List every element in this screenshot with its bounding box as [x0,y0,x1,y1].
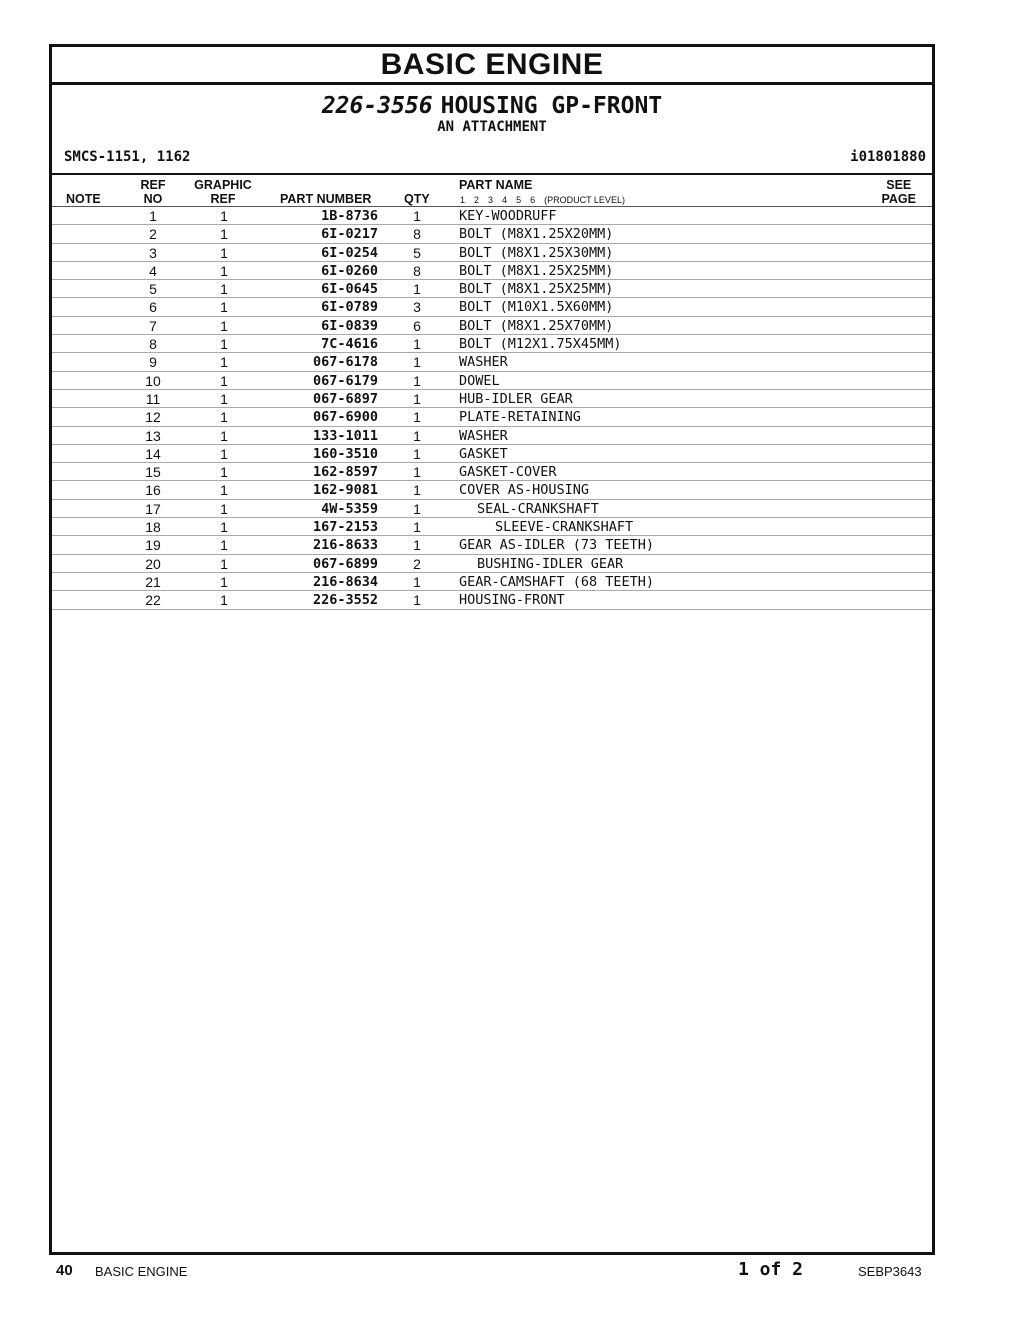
table-row [52,427,932,445]
table-row [52,298,932,316]
table-row [52,463,932,481]
qty-cell: 1 [413,445,421,462]
qty-cell: 1 [413,208,421,224]
qty-cell: 6 [413,317,421,334]
table-header [52,175,932,207]
part-name-cell: GASKET [459,445,508,462]
part-name-cell: BOLT (M8X1.25X25MM) [459,262,614,279]
table-row [52,573,932,591]
table-row [52,591,932,609]
table-row [52,372,932,390]
part-number-cell: 6I-0789 [321,299,378,316]
page-title: BASIC ENGINE [380,47,604,81]
ref-no-cell: 5 [149,281,157,298]
part-number-cell: 6I-0254 [321,244,378,261]
qty-cell: 1 [413,482,421,499]
graphic-ref-cell: 1 [220,409,228,426]
part-name-cell: BOLT (M8X1.25X70MM) [459,317,614,334]
ref-no-cell: 11 [145,390,161,407]
product-level-2: 2 [474,195,480,205]
part-name-cell: GASKET-COVER [459,464,557,481]
see-label-top: SEE [886,178,912,192]
footer-section: BASIC ENGINE [95,1264,188,1279]
product-levels [460,195,634,205]
part-name-cell: BOLT (M10X1.5X60MM) [459,299,614,316]
qty-cell: 1 [413,500,421,517]
table-row [52,262,932,280]
ref-no-cell: 13 [145,427,161,444]
ref-no-cell: 22 [145,592,161,609]
part-name-cell: HUB-IDLER GEAR [459,390,573,407]
product-level-6: 6 [530,195,536,205]
ref-no-cell: 7 [149,317,157,334]
part-number-cell: 067-6897 [312,390,378,407]
ref-no-cell: 14 [145,445,161,462]
graphic-ref-cell: 1 [220,208,228,224]
qty-cell: 3 [413,299,421,316]
column-header-see-page [882,178,917,206]
part-number-cell: 133-1011 [312,427,378,444]
sheet-indicator: 1 of 2 [738,1259,804,1280]
part-number-cell: 6I-0839 [321,317,378,334]
group-name: HOUSING GP-FRONT [440,93,663,119]
part-number-cell: 226-3552 [312,592,378,609]
part-number-cell: 216-8633 [312,537,378,554]
document-number: SEBP3643 [858,1264,922,1279]
qty-cell: 1 [413,354,421,371]
part-number-cell: 160-3510 [312,445,378,462]
column-header-ref-no [138,178,168,206]
qty-cell: 1 [413,592,421,609]
title-bar [52,47,932,85]
table-row [52,481,932,499]
qty-cell: 1 [413,372,421,389]
ref-no-cell: 4 [149,262,157,279]
ref-no-cell: 3 [149,244,157,261]
qty-cell: 1 [413,537,421,554]
graphic-label-top: GRAPHIC [194,178,252,192]
part-name-cell: GEAR-CAMSHAFT (68 TEETH) [459,573,655,590]
ref-no-cell: 16 [145,482,161,499]
qty-cell: 1 [413,336,421,353]
graphic-ref-cell: 1 [220,592,228,609]
qty-cell: 1 [413,427,421,444]
ref-no-cell: 18 [145,519,161,536]
illustration-id: i01801880 [850,149,926,165]
table-row [52,225,932,243]
ref-no-cell: 8 [149,336,157,353]
column-header-part-number: PART NUMBER [280,192,372,206]
table-row [52,353,932,371]
part-number-cell: 067-6178 [312,354,378,371]
part-name-cell: DOWEL [459,372,500,389]
graphic-ref-cell: 1 [220,226,228,243]
ref-no-cell: 1 [149,208,157,224]
column-header-part-name: PART NAME [459,178,533,192]
part-name-cell: KEY-WOODRUFF [459,208,557,224]
graphic-ref-cell: 1 [220,281,228,298]
table-row [52,518,932,536]
graphic-ref-cell: 1 [220,390,228,407]
column-header-graphic-ref [192,178,254,206]
table-row [52,244,932,262]
page-number: 40 [56,1262,73,1279]
part-name-cell: HOUSING-FRONT [459,592,565,609]
page-footer [0,1258,1020,1288]
part-name-cell: BOLT (M12X1.75X45MM) [459,336,622,353]
ref-no-cell: 20 [145,555,161,572]
qty-cell: 1 [413,281,421,298]
graphic-ref-cell: 1 [220,555,228,572]
graphic-ref-cell: 1 [220,500,228,517]
part-number-cell: 167-2153 [312,519,378,536]
graphic-ref-cell: 1 [220,445,228,462]
product-level-4: 4 [502,195,508,205]
graphic-ref-cell: 1 [220,336,228,353]
smcs-bar [52,147,932,175]
part-name-cell: BOLT (M8X1.25X30MM) [459,244,614,261]
ref-no-cell: 9 [149,354,157,371]
part-name-cell: BUSHING-IDLER GEAR [477,555,624,572]
product-level-3: 3 [488,195,494,205]
qty-cell: 5 [413,244,421,261]
part-name-cell: WASHER [459,354,508,371]
ref-label-bottom: NO [143,192,163,206]
part-name-cell: SLEEVE-CRANKSHAFT [495,519,634,536]
part-name-cell: GEAR AS-IDLER (73 TEETH) [459,537,655,554]
graphic-ref-cell: 1 [220,244,228,261]
parts-page-frame [49,44,935,1255]
qty-cell: 8 [413,226,421,243]
table-row [52,536,932,554]
part-number-cell: 162-9081 [312,482,378,499]
graphic-ref-cell: 1 [220,354,228,371]
graphic-label-bottom: REF [210,192,236,206]
qty-cell: 1 [413,573,421,590]
qty-cell: 1 [413,464,421,481]
graphic-ref-cell: 1 [220,262,228,279]
table-row [52,207,932,225]
table-row [52,335,932,353]
table-row [52,390,932,408]
group-title [52,93,932,119]
qty-cell: 1 [413,390,421,407]
table-row [52,317,932,335]
part-number-cell: 6I-0217 [321,226,378,243]
graphic-ref-cell: 1 [220,482,228,499]
see-label-bottom: PAGE [881,192,916,206]
ref-no-cell: 2 [149,226,157,243]
part-number-cell: 4W-5359 [321,500,378,517]
qty-cell: 2 [413,555,421,572]
ref-no-cell: 19 [145,537,161,554]
table-row [52,555,932,573]
ref-no-cell: 10 [145,372,161,389]
graphic-ref-cell: 1 [220,537,228,554]
part-number-cell: 216-8634 [312,573,378,590]
column-header-note: NOTE [66,192,101,206]
parts-table-body [52,207,932,610]
part-number-cell: 067-6899 [312,555,378,572]
part-number-cell: 6I-0645 [321,281,378,298]
part-name-cell: SEAL-CRANKSHAFT [477,500,599,517]
part-number-cell: 6I-0260 [321,262,378,279]
ref-no-cell: 15 [145,464,161,481]
graphic-ref-cell: 1 [220,317,228,334]
qty-cell: 8 [413,262,421,279]
part-name-cell: BOLT (M8X1.25X20MM) [459,226,614,243]
part-number-cell: 067-6900 [312,409,378,426]
graphic-ref-cell: 1 [220,573,228,590]
product-level-5: 5 [516,195,522,205]
column-header-qty: QTY [404,192,430,206]
graphic-ref-cell: 1 [220,519,228,536]
part-name-cell: COVER AS-HOUSING [459,482,590,499]
part-number-cell: 7C-4616 [321,336,378,353]
graphic-ref-cell: 1 [220,464,228,481]
qty-cell: 1 [413,409,421,426]
ref-no-cell: 6 [149,299,157,316]
group-subtitle: AN ATTACHMENT [437,119,547,135]
ref-no-cell: 12 [145,409,161,426]
graphic-ref-cell: 1 [220,427,228,444]
product-level-1: 1 [460,195,466,205]
group-heading [52,85,932,147]
part-number-cell: 1B-8736 [321,208,378,224]
smcs-codes: SMCS-1151, 1162 [64,149,191,165]
table-row [52,500,932,518]
graphic-ref-cell: 1 [220,372,228,389]
table-row [52,408,932,426]
part-number-cell: 162-8597 [312,464,378,481]
part-number-cell: 067-6179 [312,372,378,389]
ref-no-cell: 21 [145,573,161,590]
qty-cell: 1 [413,519,421,536]
table-row [52,280,932,298]
group-number: 226-3556 [321,93,433,119]
part-name-cell: PLATE-RETAINING [459,409,581,426]
ref-no-cell: 17 [145,500,161,517]
part-name-cell: BOLT (M8X1.25X25MM) [459,281,614,298]
part-name-cell: WASHER [459,427,508,444]
product-level-label: (PRODUCT LEVEL) [544,195,625,205]
ref-label-top: REF [140,178,166,192]
graphic-ref-cell: 1 [220,299,228,316]
table-row [52,445,932,463]
